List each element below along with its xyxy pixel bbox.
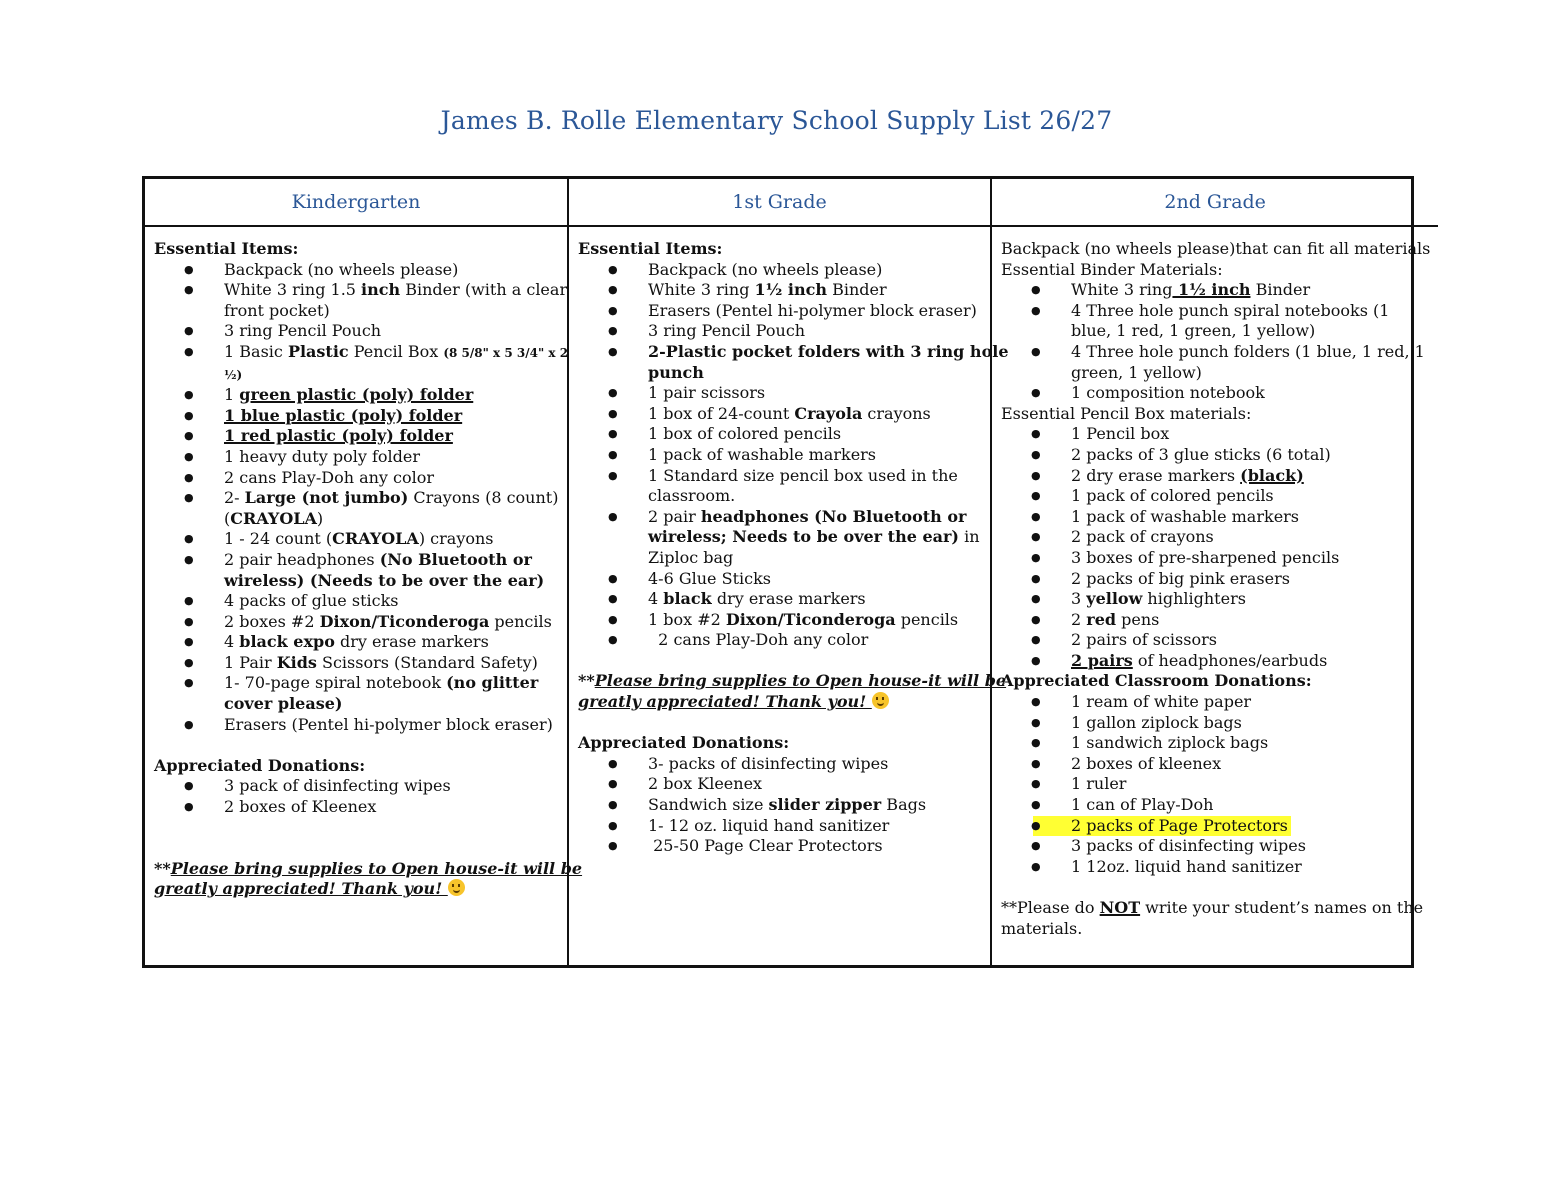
open-house-note-cont: greatly appreciated! Thank you!	[154, 879, 559, 900]
list-item-continuation: cover please)	[224, 694, 343, 714]
open-house-note: **Please bring supplies to Open house-it will be	[154, 858, 583, 878]
second-grade-column	[992, 227, 1438, 965]
list-item: ● 2 pack of crayons	[1001, 527, 1430, 548]
list-item-continuation: ½)	[224, 367, 243, 382]
list-item: ● 2 dry erase markers (black)	[1001, 466, 1430, 487]
list-item: ● 4 Three hole punch folders (1 blue, 1 red, 1	[1001, 342, 1430, 363]
list-item-continuation: front pocket)	[224, 300, 330, 320]
names-note: **Please do NOT write your student’s names on the	[1001, 898, 1424, 917]
list-item: ● 2 boxes #2 Dixon/Ticonderoga pencils	[154, 612, 559, 633]
list-item: ● 3 ring Pencil Pouch	[154, 321, 559, 342]
list-item: ● 1 pair scissors	[578, 383, 982, 404]
list-item: ● 4 Three hole punch spiral notebooks (1	[1001, 301, 1430, 322]
names-note-cont: materials.	[1001, 918, 1083, 938]
donations-heading: Appreciated Donations:	[154, 755, 366, 775]
list-item: ● 2 pair headphones (No Bluetooth or	[154, 550, 559, 571]
list-item: ● 25-50 Page Clear Protectors	[578, 836, 982, 857]
list-item-continuation: wireless) (Needs to be over the ear)	[224, 570, 545, 590]
list-item: ● 2-Plastic pocket folders with 3 ring hole	[578, 342, 982, 363]
list-item-continuation: classroom.	[648, 486, 736, 506]
first-grade-column	[569, 227, 1009, 965]
essential-heading: Essential Items:	[154, 239, 299, 258]
list-item: ● 1 box of 24-count Crayola crayons	[578, 404, 982, 425]
list-item: ● 1 box of colored pencils	[578, 424, 982, 445]
list-item: ● 1 box #2 Dixon/Ticonderoga pencils	[578, 610, 982, 631]
list-item: ● Backpack (no wheels please)	[154, 260, 559, 281]
list-item: ● 1- 12 oz. liquid hand sanitizer	[578, 816, 982, 837]
list-item: ● 1 - 24 count (CRAYOLA) crayons	[154, 529, 559, 550]
list-item: ● 4 black expo dry erase markers	[154, 632, 559, 653]
list-item: ● 1 Basic Plastic Pencil Box (8 5/8" x 5 3/4" x 2	[154, 342, 559, 364]
list-item: ● 3- packs of disinfecting wipes	[578, 754, 982, 775]
list-item: ● 1 pack of colored pencils	[1001, 486, 1430, 507]
list-item: ● 1 composition notebook	[1001, 383, 1430, 404]
list-item: ● 2 packs of big pink erasers	[1001, 569, 1430, 590]
list-item: ● 4 black dry erase markers	[578, 589, 982, 610]
list-item: ● 1 ruler	[1001, 774, 1430, 795]
list-item: ● 2 boxes of kleenex	[1001, 754, 1430, 775]
list-item: ● 4 packs of glue sticks	[154, 591, 559, 612]
list-item: ● 1 blue plastic (poly) folder	[154, 406, 559, 427]
backpack-line: Backpack (no wheels please)that can fit all materials	[1001, 239, 1431, 258]
list-item: ● 2 pair headphones (No Bluetooth or	[578, 507, 982, 528]
list-item: ● 1 can of Play-Doh	[1001, 795, 1430, 816]
open-house-note: **Please bring supplies to Open house-it will be	[578, 671, 1007, 691]
list-item: ● 2 cans Play-Doh any color	[578, 630, 982, 651]
list-item: ● 3 ring Pencil Pouch	[578, 321, 982, 342]
smiley-icon	[872, 692, 889, 709]
list-item-highlighted: ● 2 packs of Page Protectors	[1001, 816, 1430, 837]
open-house-note-cont: greatly appreciated! Thank you!	[578, 692, 982, 713]
list-item-continuation: Ziploc bag	[648, 547, 734, 567]
header-2nd-grade: 2nd Grade	[992, 179, 1438, 227]
kindergarten-column	[145, 227, 583, 965]
list-item: ● 3 boxes of pre-sharpened pencils	[1001, 548, 1430, 569]
smiley-icon	[448, 879, 465, 896]
list-item: ● 1 heavy duty poly folder	[154, 447, 559, 468]
list-item: ● 1 ream of white paper	[1001, 692, 1430, 713]
list-item: ● Backpack (no wheels please)	[578, 260, 982, 281]
list-item: ● 1 pack of washable markers	[1001, 507, 1430, 528]
page-title: James B. Rolle Elementary School Supply List 26/27	[440, 106, 1113, 135]
list-item: ● 1 sandwich ziplock bags	[1001, 733, 1430, 754]
list-item: ● 1 pack of washable markers	[578, 445, 982, 466]
donations-heading: Appreciated Classroom Donations:	[1001, 671, 1312, 691]
binder-heading: Essential Binder Materials:	[1001, 259, 1223, 279]
list-item: ● 1 red plastic (poly) folder	[154, 426, 559, 447]
list-item: ● 2 pairs of scissors	[1001, 630, 1430, 651]
list-item: ● 3 pack of disinfecting wipes	[154, 776, 559, 797]
list-item-continuation: wireless; Needs to be over the ear) in	[648, 527, 980, 547]
list-item: ● White 3 ring 1½ inch Binder	[578, 280, 982, 301]
list-item-continuation: blue, 1 red, 1 green, 1 yellow)	[1071, 321, 1316, 341]
donations-heading: Appreciated Donations:	[578, 733, 790, 753]
list-item: ● Erasers (Pentel hi-polymer block eraser)	[578, 301, 982, 322]
list-item-continuation: (CRAYOLA)	[224, 508, 324, 528]
list-item: ● 4-6 Glue Sticks	[578, 569, 982, 590]
list-item: ● Sandwich size slider zipper Bags	[578, 795, 982, 816]
list-item: ● Erasers (Pentel hi-polymer block eraser)	[154, 715, 559, 736]
list-item: ● 2 cans Play-Doh any color	[154, 468, 559, 489]
list-item: ● 3 packs of disinfecting wipes	[1001, 836, 1430, 857]
list-item: ● 3 yellow highlighters	[1001, 589, 1430, 610]
list-item: ● 2- Large (not jumbo) Crayons (8 count)	[154, 488, 559, 509]
header-kindergarten: Kindergarten	[145, 179, 569, 227]
list-item: ● White 3 ring 1.5 inch Binder (with a clear	[154, 280, 559, 301]
pencil-box-heading: Essential Pencil Box materials:	[1001, 403, 1252, 423]
list-item: ● 2 pairs of headphones/earbuds	[1001, 651, 1430, 672]
list-item: ● 1 Pencil box	[1001, 424, 1430, 445]
list-item: ● 2 packs of 3 glue sticks (6 total)	[1001, 445, 1430, 466]
list-item: ● White 3 ring 1½ inch Binder	[1001, 280, 1430, 301]
essential-heading: Essential Items:	[578, 239, 723, 258]
list-item: ● 2 box Kleenex	[578, 774, 982, 795]
list-item: ● 1 gallon ziplock bags	[1001, 713, 1430, 734]
list-item-continuation: punch	[648, 362, 704, 382]
list-item: ● 2 red pens	[1001, 610, 1430, 631]
list-item-continuation: green, 1 yellow)	[1071, 362, 1202, 382]
list-item: ● 1 Standard size pencil box used in the	[578, 466, 982, 487]
list-item: ● 2 boxes of Kleenex	[154, 797, 559, 818]
supply-table	[142, 176, 1431, 968]
list-item: ● 1 green plastic (poly) folder	[154, 385, 559, 406]
list-item: ● 1 12oz. liquid hand sanitizer	[1001, 857, 1430, 878]
list-item: ● 1- 70-page spiral notebook (no glitter	[154, 673, 559, 694]
list-item: ● 1 Pair Kids Scissors (Standard Safety)	[154, 653, 559, 674]
header-1st-grade: 1st Grade	[569, 179, 992, 227]
